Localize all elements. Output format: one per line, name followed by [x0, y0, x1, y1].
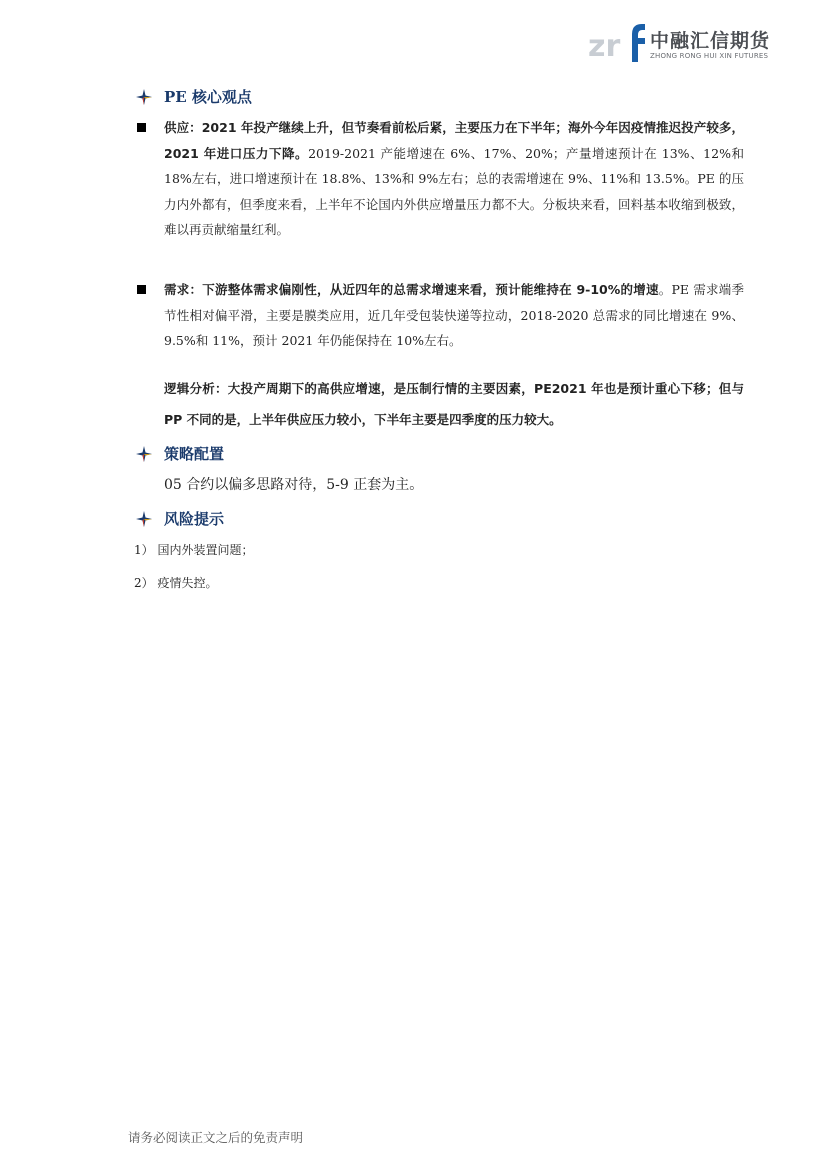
risk-item-2: 2） 疫情失控。 [134, 576, 218, 590]
heading-strategy-title: 策略配置 [164, 445, 225, 463]
zrf-logo-icon [588, 18, 646, 66]
demand-detail-text: 。PE 需求端季节性相对偏平滑，主要是膜类应用，近几年受包装快递等拉动，2018-2020 总需求的同比增速在 9%、9.5%和 11%，预计 2021 年仍能保持在 10%左右。 [164, 282, 744, 348]
logo-english-name: ZHONG RONG HUI XIN FUTURES [650, 52, 769, 60]
logo-chinese-name: 中融汇信期货 [650, 30, 771, 52]
strategy-text: 05 合约以偏多思路对待，5-9 正套为主。 [164, 477, 424, 493]
demand-paragraph [164, 277, 744, 354]
heading-pe-core-view [136, 86, 252, 107]
demand-bold-summary: 需求：下游整体需求偏刚性，从近四年的总需求增速来看，预计能维持在 9-10%的增速 [164, 282, 659, 297]
risk-item-1: 1） 国内外装置问题； [134, 543, 254, 557]
company-logo [588, 18, 788, 66]
compass-star-icon [136, 446, 152, 462]
heading-pe-title: PE 核心观点 [164, 88, 252, 106]
supply-bold-summary: 供应：2021 年投产继续上升，但节奏看前松后紧，主要压力在下半年；海外今年因疫情推迟投产较多，2021 年进口压力下降。 [164, 120, 744, 161]
square-bullet-icon [137, 123, 146, 132]
heading-risk [136, 508, 224, 529]
square-bullet-icon [137, 285, 146, 294]
logic-analysis-paragraph: 逻辑分析：大投产周期下的高供应增速，是压制行情的主要因素，PE2021 年也是预计重心下移；但与 PP 不同的是，上半年供应压力较小，下半年主要是四季度的压力较大。 [164, 381, 744, 427]
footer-disclaimer: 请务必阅读正文之后的免责声明 [128, 1130, 304, 1145]
svg-text:zr: zr [588, 29, 621, 64]
compass-star-icon [136, 89, 152, 105]
compass-star-icon [136, 511, 152, 527]
supply-paragraph [164, 115, 744, 243]
supply-detail-text: 2019-2021 产能增速在 6%、17%、20%；产量增速预计在 13%、12%和 18%左右，进口增速预计在 18.8%、13%和 9%左右；总的表需增速在 9%、11%和 13.5%。PE 的压力内外都有，但季度来看，上半年不论国内外供应增量压力都不大。分板块来看，回料基本收缩到极致，难以再贡献缩量红利。 [164, 145, 744, 237]
heading-strategy [136, 443, 224, 464]
heading-risk-title: 风险提示 [164, 510, 225, 528]
